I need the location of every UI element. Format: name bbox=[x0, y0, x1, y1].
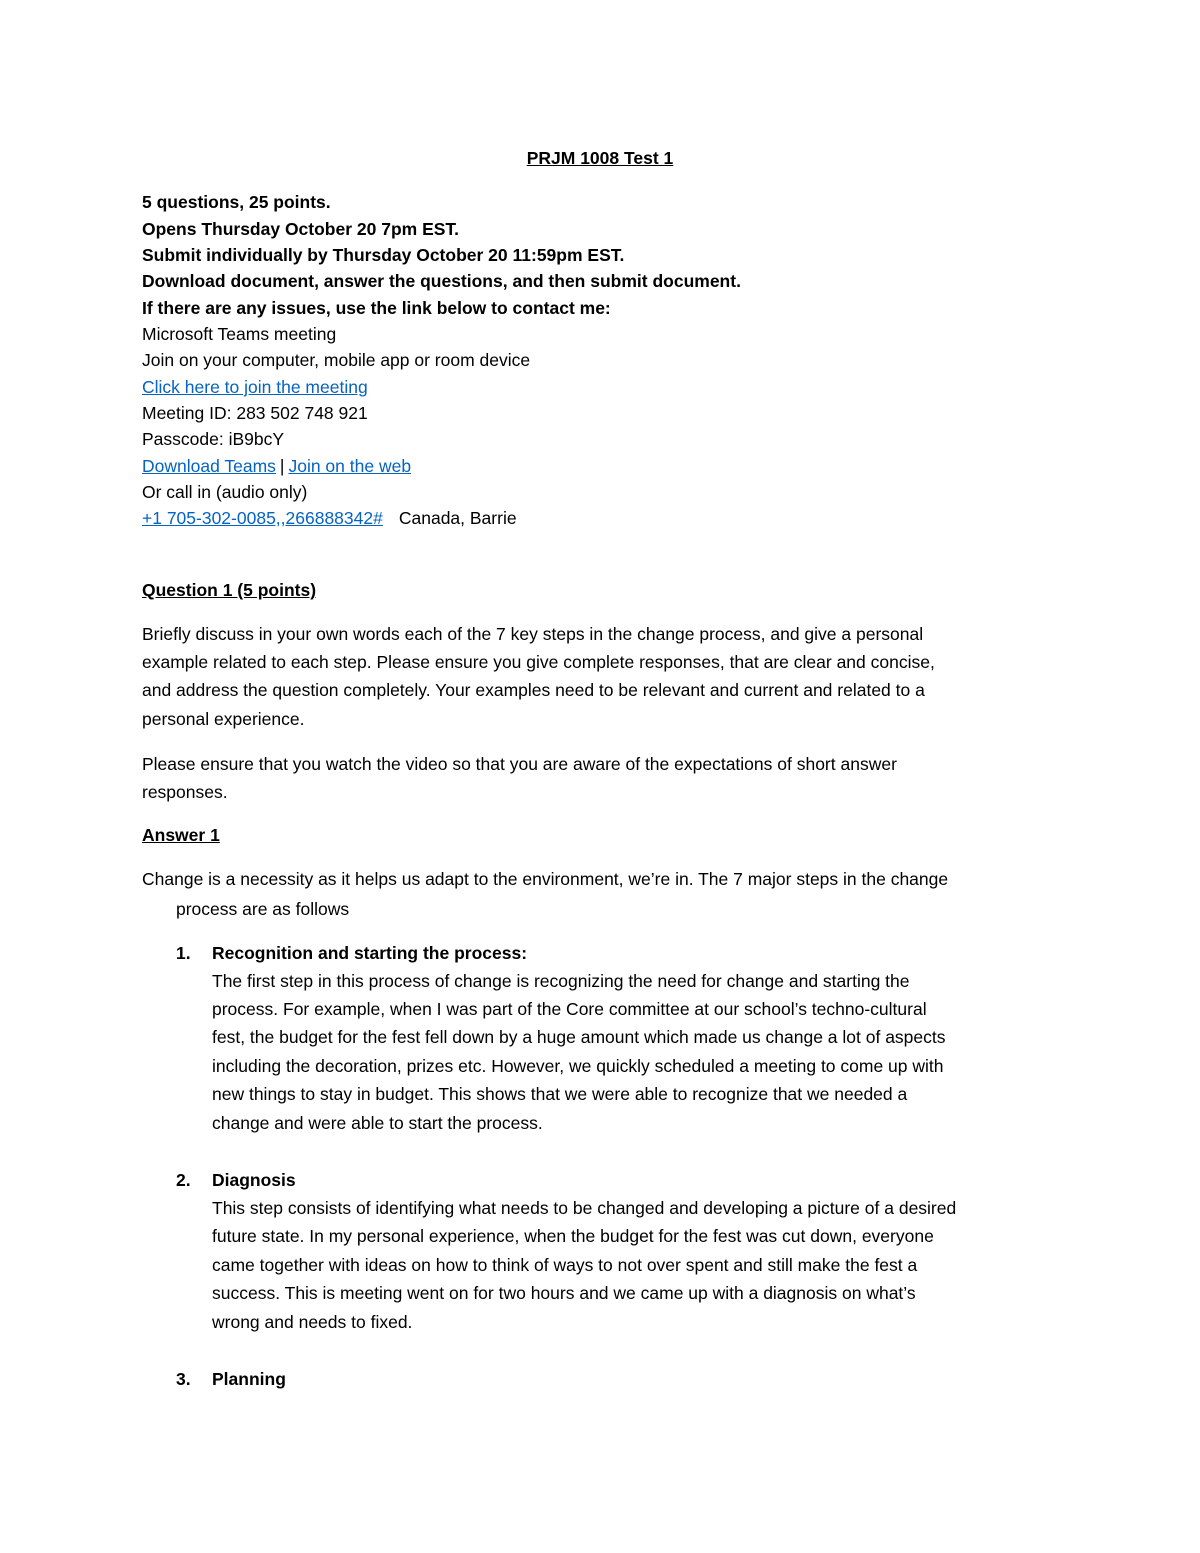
question1-para1-line4: personal experience. bbox=[142, 709, 305, 729]
question1-para1-line3: and address the question completely. Your examples need to be relevant and current and related to a bbox=[142, 680, 925, 700]
phone-line bbox=[142, 506, 517, 530]
step1-line2: process. For example, when I was part of the Core committee at our school’s techno-cultural bbox=[212, 999, 927, 1019]
download-teams-link[interactable]: Download Teams bbox=[142, 456, 276, 476]
step2-line3: came together with ideas on how to think of ways to not over spent and still make the fest a bbox=[212, 1255, 918, 1275]
step1-line3: fest, the budget for the fest fell down by a huge amount which made us change a lot of aspects bbox=[212, 1027, 946, 1047]
teams-links-line bbox=[142, 454, 411, 478]
call-in-text: Or call in (audio only) bbox=[142, 482, 308, 502]
teams-join-line bbox=[142, 375, 368, 399]
phone-location: Canada, Barrie bbox=[398, 508, 517, 528]
join-meeting-link[interactable]: Click here to join the meeting bbox=[142, 377, 368, 397]
intro-line-download: Download document, answer the questions, and then submit document. bbox=[142, 271, 741, 291]
step1-line5: new things to stay in budget. This shows that we were able to recognize that we needed a bbox=[212, 1084, 908, 1104]
question1-para1-line1: Briefly discuss in your own words each of the 7 key steps in the change process, and give a personal bbox=[142, 624, 924, 644]
teams-join-hint: Join on your computer, mobile app or room device bbox=[142, 350, 531, 370]
answer1-heading: Answer 1 bbox=[142, 825, 220, 845]
step1-line1: The first step in this process of change is recognizing the need for change and starting the bbox=[212, 971, 910, 991]
step2-title: Diagnosis bbox=[212, 1170, 296, 1190]
intro-line-submit: Submit individually by Thursday October 20 11:59pm EST. bbox=[142, 245, 625, 265]
step2-number: 2. bbox=[176, 1170, 191, 1190]
step3-number: 3. bbox=[176, 1369, 191, 1389]
intro-line-issues: If there are any issues, use the link below to contact me: bbox=[142, 298, 611, 318]
question1-heading: Question 1 (5 points) bbox=[142, 580, 317, 600]
link-separator: | bbox=[279, 456, 285, 476]
step2-line5: wrong and needs to fixed. bbox=[212, 1312, 413, 1332]
question1-para2-line1: Please ensure that you watch the video so that you are aware of the expectations of short answer bbox=[142, 754, 897, 774]
step1-number: 1. bbox=[176, 943, 191, 963]
step1-title: Recognition and starting the process: bbox=[212, 943, 528, 963]
step2-line2: future state. In my personal experience, when the budget for the fest was cut down, everyone bbox=[212, 1226, 934, 1246]
question1-para1-line2: example related to each step. Please ensure you give complete responses, that are clear and concise, bbox=[142, 652, 935, 672]
step3-title: Planning bbox=[212, 1369, 286, 1389]
step1-line6: change and were able to start the process. bbox=[212, 1113, 543, 1133]
question1-para2-line2: responses. bbox=[142, 782, 228, 802]
step1-line4: including the decoration, prizes etc. However, we quickly scheduled a meeting to come up with bbox=[212, 1056, 944, 1076]
passcode: Passcode: iB9bcY bbox=[142, 429, 285, 449]
teams-heading: Microsoft Teams meeting bbox=[142, 324, 337, 344]
phone-link[interactable]: +1 705-302-0085,,266888342# bbox=[142, 508, 383, 528]
document-title: PRJM 1008 Test 1 bbox=[526, 148, 674, 168]
answer1-intro-line2: process are as follows bbox=[176, 899, 350, 919]
join-web-link[interactable]: Join on the web bbox=[288, 456, 412, 476]
step2-line4: success. This is meeting went on for two hours and we came up with a diagnosis on what’s bbox=[212, 1283, 916, 1303]
step2-line1: This step consists of identifying what needs to be changed and developing a picture of a desired bbox=[212, 1198, 957, 1218]
meeting-id: Meeting ID: 283 502 748 921 bbox=[142, 403, 368, 423]
intro-line-points: 5 questions, 25 points. bbox=[142, 192, 331, 212]
answer1-intro-line1: Change is a necessity as it helps us adapt to the environment, we’re in. The 7 major steps in the change bbox=[142, 869, 949, 889]
intro-line-opens: Opens Thursday October 20 7pm EST. bbox=[142, 219, 460, 239]
